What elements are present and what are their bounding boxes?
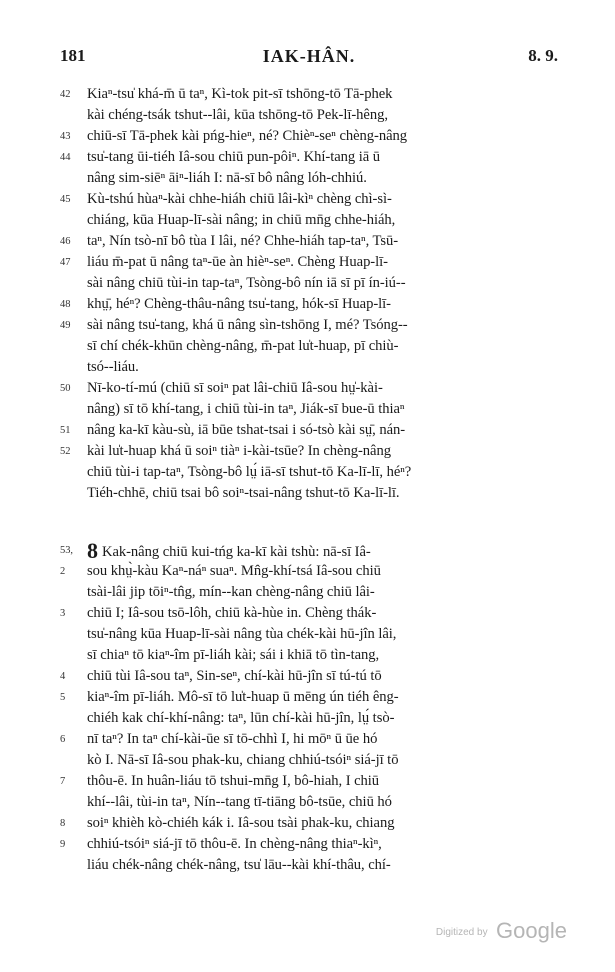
line-text: Nī-ko-tí-mú (chiū sī soiⁿ pat lâi-chiū Iâ-sou hṳ̍-kài- <box>87 380 383 396</box>
line-text: Tiéh-chhē, chiū tsai bô soiⁿ-tsai-nâng tshut-tō Ka-lī-lī. <box>87 485 400 501</box>
text-line <box>60 252 558 273</box>
line-text: chiū tùi Iâ-sou taⁿ, Sin-seⁿ, chí-kài hū-jîn sī tú-tú tō <box>87 668 382 684</box>
text-line <box>60 624 558 645</box>
text-line <box>60 378 558 399</box>
verse-number: 3 <box>60 608 66 619</box>
verse-number: 9 <box>60 839 66 850</box>
line-text: Kiaⁿ-tsu̍ khá-m̄ ū taⁿ, Kì-tok pit-sī tshōng-tō Tā-phek <box>87 86 393 102</box>
text-line <box>60 729 558 750</box>
page-number: 181 <box>60 46 86 65</box>
text-line <box>60 645 558 666</box>
text-line <box>60 834 558 855</box>
chapter-number: 8 <box>87 538 98 563</box>
line-text: chiáng, kūa Huap-lī-sài nâng; in chiū mn̄g chhe-hiáh, <box>87 212 396 228</box>
line-text: kiaⁿ-îm pī-liáh. Mô-sī tō lu̍t-huap ū mēng ún tiéh êng- <box>87 689 399 705</box>
line-text: kài chéng-tsák tshut--lâi, kūa tshōng-tō Pek-lī-hêng, <box>87 107 388 123</box>
verse-number: 42 <box>60 89 71 100</box>
text-line <box>60 540 558 561</box>
text-block-chapter-8 <box>60 540 558 876</box>
text-line <box>60 147 558 168</box>
running-header <box>60 46 558 72</box>
text-line <box>60 315 558 336</box>
verse-number: 6 <box>60 734 66 745</box>
line-text: liáu chék-nâng chék-nâng, tsu̍ lāu--kài khí-thâu, chí- <box>87 857 391 873</box>
text-line <box>60 210 558 231</box>
line-text: Kù-tshú hùaⁿ-kài chhe-hiáh chiū lâi-kìⁿ chèng chì-sì- <box>87 191 392 207</box>
line-text: sī chí chék-khūn chèng-nâng, m̄-pat lu̍t-huap, pī chiù- <box>87 338 399 354</box>
text-line <box>60 603 558 624</box>
text-line <box>60 231 558 252</box>
text-line <box>60 105 558 126</box>
verse-number: 53, <box>60 545 73 556</box>
line-text: thôu-ē. In huân-liáu tō tshui-mn̄g I, bô-hiah, I chiū <box>87 773 380 789</box>
text-line <box>60 357 558 378</box>
line-text: khṳ̄, héⁿ? Chèng-thâu-nâng tsu̍-tang, hók-sī Huap-lī- <box>87 296 391 312</box>
verse-number: 48 <box>60 299 71 310</box>
digitization-watermark <box>436 918 567 944</box>
line-text: tsài-lâi jip tōiⁿ-tn̂g, mín--kan chèng-nâng chiū lâi- <box>87 584 375 600</box>
verse-number: 50 <box>60 383 71 394</box>
watermark-prefix: Digitized by <box>435 927 488 938</box>
verse-number: 46 <box>60 236 71 247</box>
line-text: khí--lâi, tùi-in taⁿ, Nín--tang tī-tiāng bô-tsūe, chiū hó <box>87 794 392 810</box>
text-line <box>60 189 558 210</box>
text-line <box>60 792 558 813</box>
text-line <box>60 687 558 708</box>
line-text: chiéh kak chí-khí-nâng: taⁿ, lūn chí-kài hū-jîn, lṳ́ tsò- <box>87 710 395 726</box>
text-line <box>60 750 558 771</box>
line-text: kài lu̍t-huap khá ū soiⁿ tiàⁿ i-kài-tsūe? In chèng-nâng <box>87 443 391 459</box>
text-line <box>60 168 558 189</box>
text-line <box>60 294 558 315</box>
verse-number: 47 <box>60 257 71 268</box>
text-line <box>60 708 558 729</box>
text-line <box>60 84 558 105</box>
line-text: nâng ka-kī kàu-sù, iā būe tshat-tsai i só-tsò kài sṳ̄, nán- <box>87 422 406 438</box>
line-text: tsu̍-tang ūi-tiéh Iâ-sou chiū pun-pôiⁿ. Khí-tang iā ū <box>87 149 380 165</box>
text-line <box>60 582 558 603</box>
verse-number: 5 <box>60 692 66 703</box>
text-line <box>60 483 558 504</box>
running-title: IAK-HÂN. <box>262 46 356 66</box>
line-text: nī taⁿ? In taⁿ chí-kài-ūe sī tō-chhì I, hi mōⁿ ū ūe hó <box>87 731 378 747</box>
line-text: Kak-nâng chiū kui-tńg ka-kī kài tshù: nā-sī Iâ- <box>101 544 371 560</box>
verse-number: 7 <box>60 776 66 787</box>
line-text: tsó--liáu. <box>87 359 139 375</box>
line-text: chiū I; Iâ-sou tsō-lôh, chiū kà-hùe in. Chèng thák- <box>87 605 377 621</box>
text-line <box>60 420 558 441</box>
verse-number: 44 <box>60 152 71 163</box>
text-line <box>60 126 558 147</box>
line-text: soiⁿ khièh kò-chiéh kák i. Iâ-sou tsài phak-ku, chiang <box>87 815 395 831</box>
line-text: sou khṳ̀-kàu Kaⁿ-náⁿ suaⁿ. Mn̂g-khí-tsá Iâ-sou chiū <box>87 563 381 579</box>
line-text: sī chiaⁿ tō kiaⁿ-îm pī-liáh kài; sái i khiā tō tìn-tang, <box>87 647 380 663</box>
line-text: chhiú-tsóiⁿ siá-jī tō thôu-ē. In chèng-nâng thiaⁿ-kìⁿ, <box>87 836 382 852</box>
text-line <box>60 462 558 483</box>
text-line <box>60 399 558 420</box>
verse-number: 43 <box>60 131 71 142</box>
line-text: chiū-sī Tā-phek kài pńg-hieⁿ, né? Chièⁿ-seⁿ chèng-nâng <box>87 128 408 144</box>
google-logo: Google <box>496 918 567 943</box>
line-text: sài nâng tsu̍-tang, khá ū nâng sìn-tshōng I, mé? Tsóng-- <box>87 317 408 333</box>
verse-number: 8 <box>60 818 66 829</box>
text-line <box>60 441 558 462</box>
text-block-chapter-7 <box>60 84 558 504</box>
text-line <box>60 273 558 294</box>
line-text: liáu m̄-pat ū nâng taⁿ-ūe àn hièⁿ-seⁿ. Chèng Huap-lī- <box>87 254 388 270</box>
verse-number: 51 <box>60 425 71 436</box>
verse-number: 2 <box>60 566 66 577</box>
text-line <box>60 336 558 357</box>
line-text: nâng) sī tō khí-tang, i chiū tùi-in taⁿ, Jiák-sī bue-ū thiaⁿ <box>87 401 405 417</box>
verse-number: 49 <box>60 320 71 331</box>
verse-number: 45 <box>60 194 71 205</box>
text-line <box>60 561 558 582</box>
verse-number: 52 <box>60 446 71 457</box>
verse-number: 4 <box>60 671 66 682</box>
text-line <box>60 813 558 834</box>
text-line <box>60 771 558 792</box>
line-text: nâng sim-siēⁿ āiⁿ-liáh I: nā-sī bô nâng lóh-chhiú. <box>87 170 367 186</box>
text-line <box>60 666 558 687</box>
line-text: taⁿ, Nín tsò-nī bô tùa I lâi, né? Chhe-hiáh tap-taⁿ, Tsū- <box>87 233 399 249</box>
line-text: tsu̍-nâng kūa Huap-lī-sài nâng tùa chék-kài hū-jîn lâi, <box>87 626 397 642</box>
text-line <box>60 855 558 876</box>
line-text: sài nâng chiū tùi-in tap-taⁿ, Tsòng-bô nín iā sī pī ín-iú-- <box>87 275 406 291</box>
line-text: chiū tùi-i tap-taⁿ, Tsòng-bô lṳ́ iā-sī tshut-tō Ka-lī-lī, héⁿ? <box>87 464 412 480</box>
chapter-verse-reference: 8. 9. <box>528 46 558 65</box>
line-text: kò I. Nā-sī Iâ-sou phak-ku, chiang chhiú-tsóiⁿ siá-jī tō <box>87 752 399 768</box>
